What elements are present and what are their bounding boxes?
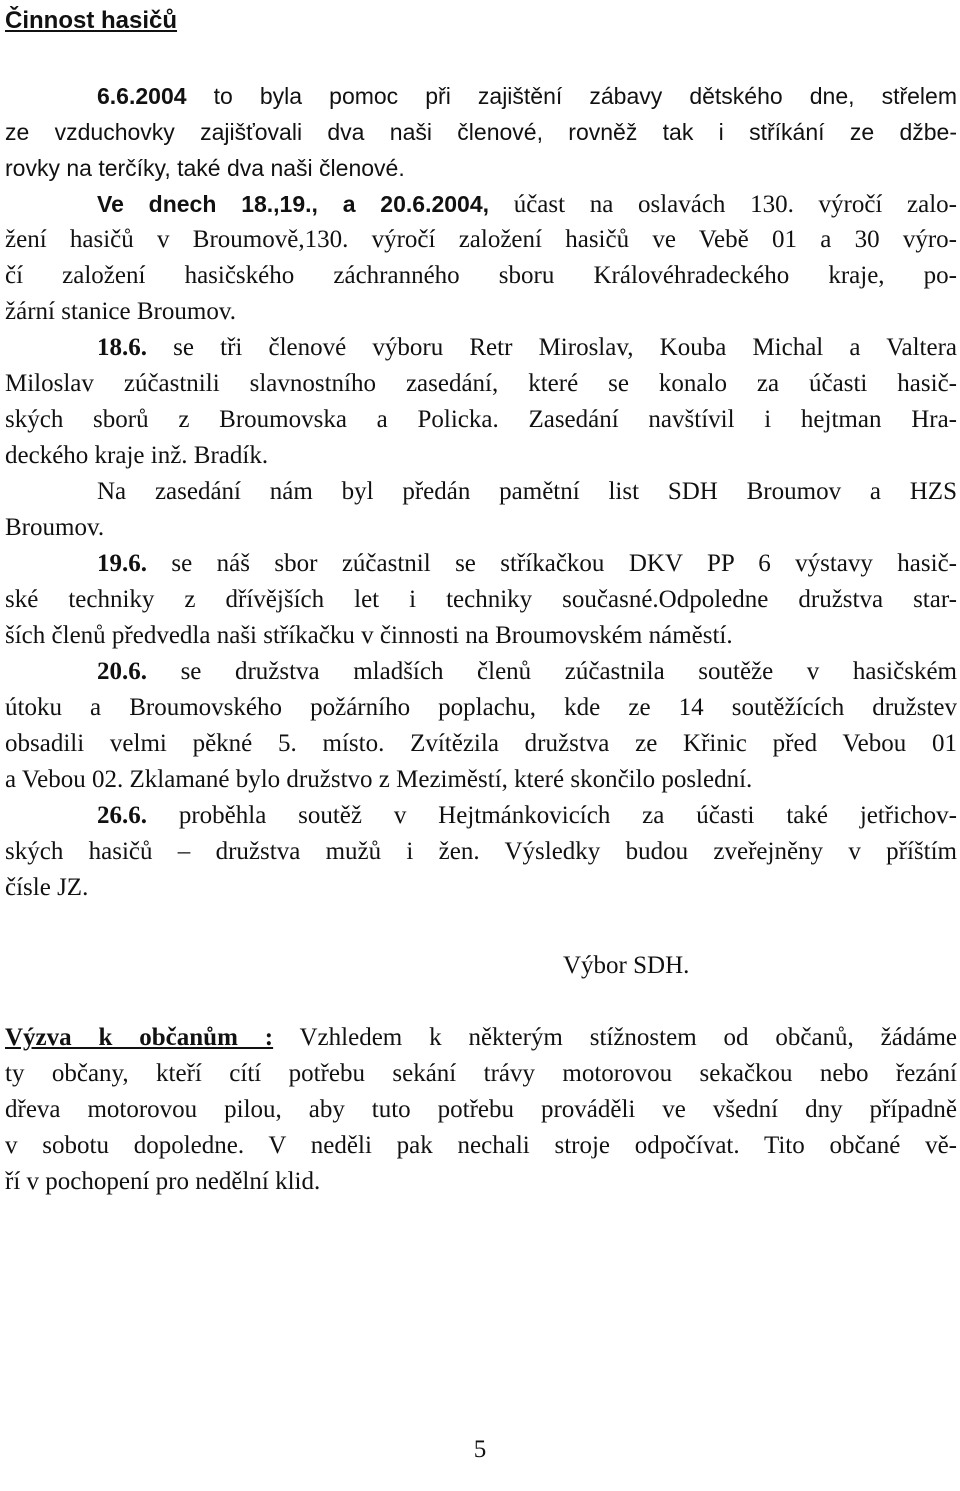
- date-20-6: 20.6.: [97, 658, 147, 685]
- paragraph-3-line-5: Na zasedání nám byl předán pamětní list SDH Broumov a HZS: [97, 478, 957, 505]
- paragraph-5-line-3: obsadili velmi pěkné 5. místo. Zvítězila družstva ze Křinic před Vebou 01: [5, 730, 957, 757]
- appeal-line-1: Výzva k občanům : Vzhledem k některým stížnostem od občanů, žádáme: [5, 1024, 957, 1051]
- paragraph-3-line-4: deckého kraje inž. Bradík.: [5, 442, 269, 469]
- signature: Výbor SDH.: [563, 952, 690, 979]
- paragraph-3-line-6: Broumov.: [5, 514, 105, 541]
- paragraph-6-line-3: čísle JZ.: [5, 874, 89, 901]
- date-26-6: 26.6.: [97, 802, 147, 829]
- paragraph-2-line-1: Ve dnech 18.,19., a 20.6.2004, účast na oslavách 130. výročí zalo-: [97, 191, 957, 218]
- paragraph-3-line-3: ských sborů z Broumovska a Policka. Zasedání navštívil i hejtman Hra-: [5, 406, 957, 433]
- paragraph-6-line-1: 26.6. proběhla soutěž v Hejtmánkovicích za účasti také jetřichov-: [97, 802, 957, 829]
- appeal-line-3: dřeva motorovou pilou, aby tuto potřebu prováděli ve všední dny případně: [5, 1096, 957, 1123]
- paragraph-4-line-2: ské techniky z dřívějších let i techniky současné.Odpoledne družstva star-: [5, 586, 957, 613]
- paragraph-3-line-2: Miloslav zúčastnili slavnostního zasedání, které se konalo za účasti hasič-: [5, 370, 957, 397]
- paragraph-5-line-4: a Vebou 02. Zklamané bylo družstvo z Meziměstí, které skončilo poslední.: [5, 766, 753, 793]
- paragraph-5-line-2: útoku a Broumovského požárního poplachu, kde ze 14 soutěžících družstev: [5, 694, 957, 721]
- date-range: Ve dnech 18.,19., a 20.6.2004,: [97, 191, 490, 217]
- page-title: Činnost hasičů: [5, 7, 178, 34]
- date-6-6-2004: 6.6.2004: [97, 83, 187, 109]
- paragraph-1-line-1: 6.6.2004 to byla pomoc při zajištění zábavy dětského dne, střelem: [97, 83, 957, 109]
- paragraph-2-line-2: žení hasičů v Broumově,130. výročí založení hasičů ve Vebě 01 a 30 výro-: [5, 226, 957, 253]
- paragraph-4-line-1: 19.6. se náš sbor zúčastnil se stříkačkou DKV PP 6 výstavy hasič-: [97, 550, 957, 577]
- appeal-heading: Výzva k občanům :: [5, 1024, 274, 1051]
- paragraph-2-line-3: čí založení hasičského záchranného sboru Královéhradeckého kraje, po-: [5, 262, 957, 289]
- date-19-6: 19.6.: [97, 550, 147, 577]
- paragraph-4-line-3: ších členů předvedla naši stříkačku v činnosti na Broumovském náměstí.: [5, 622, 733, 649]
- paragraph-6-line-2: ských hasičů – družstva mužů i žen. Výsledky budou zveřejněny v příštím: [5, 838, 957, 865]
- date-18-6: 18.6.: [97, 334, 147, 361]
- appeal-line-5: ří v pochopení pro nedělní klid.: [5, 1168, 321, 1195]
- paragraph-5-line-1: 20.6. se družstva mladších členů zúčastnila soutěže v hasičském: [97, 658, 957, 685]
- page-number: 5: [473, 1436, 487, 1463]
- paragraph-1-line-3: rovky na terčíky, také dva naši členové.: [5, 155, 405, 181]
- appeal-line-2: ty občany, kteří cítí potřebu sekání trávy motorovou sekačkou nebo řezání: [5, 1060, 957, 1087]
- paragraph-3-line-1: 18.6. se tři členové výboru Retr Miroslav, Kouba Michal a Valtera: [97, 334, 957, 361]
- paragraph-2-line-4: žární stanice Broumov.: [5, 298, 236, 325]
- appeal-line-4: v sobotu dopoledne. V neděli pak nechali stroje odpočívat. Tito občané vě-: [5, 1132, 957, 1159]
- paragraph-1-line-2: ze vzduchovky zajišťovali dva naši členové, rovněž tak i stříkání ze džbe-: [5, 119, 957, 145]
